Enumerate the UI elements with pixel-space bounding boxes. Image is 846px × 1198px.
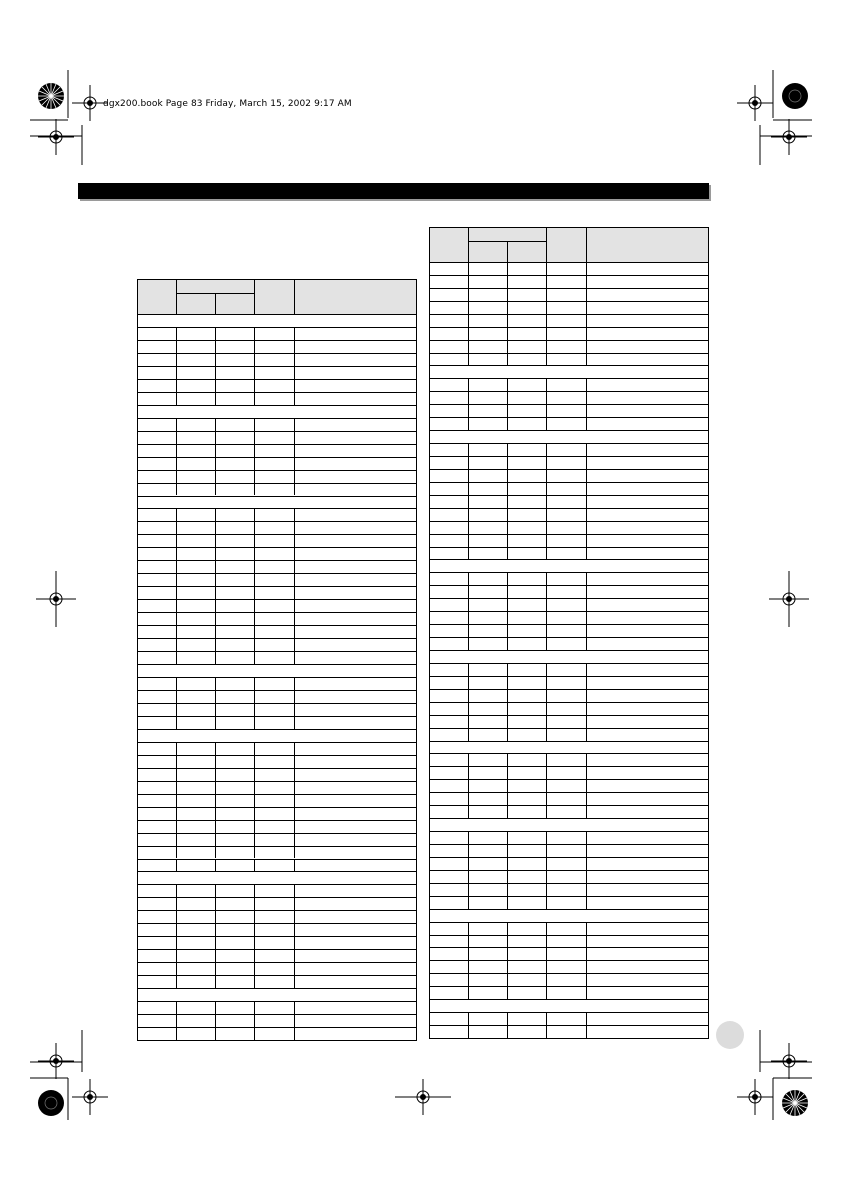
page-header-text: dgx200.book Page 83 Friday, March 15, 2002 9:17 AM: [103, 99, 352, 109]
